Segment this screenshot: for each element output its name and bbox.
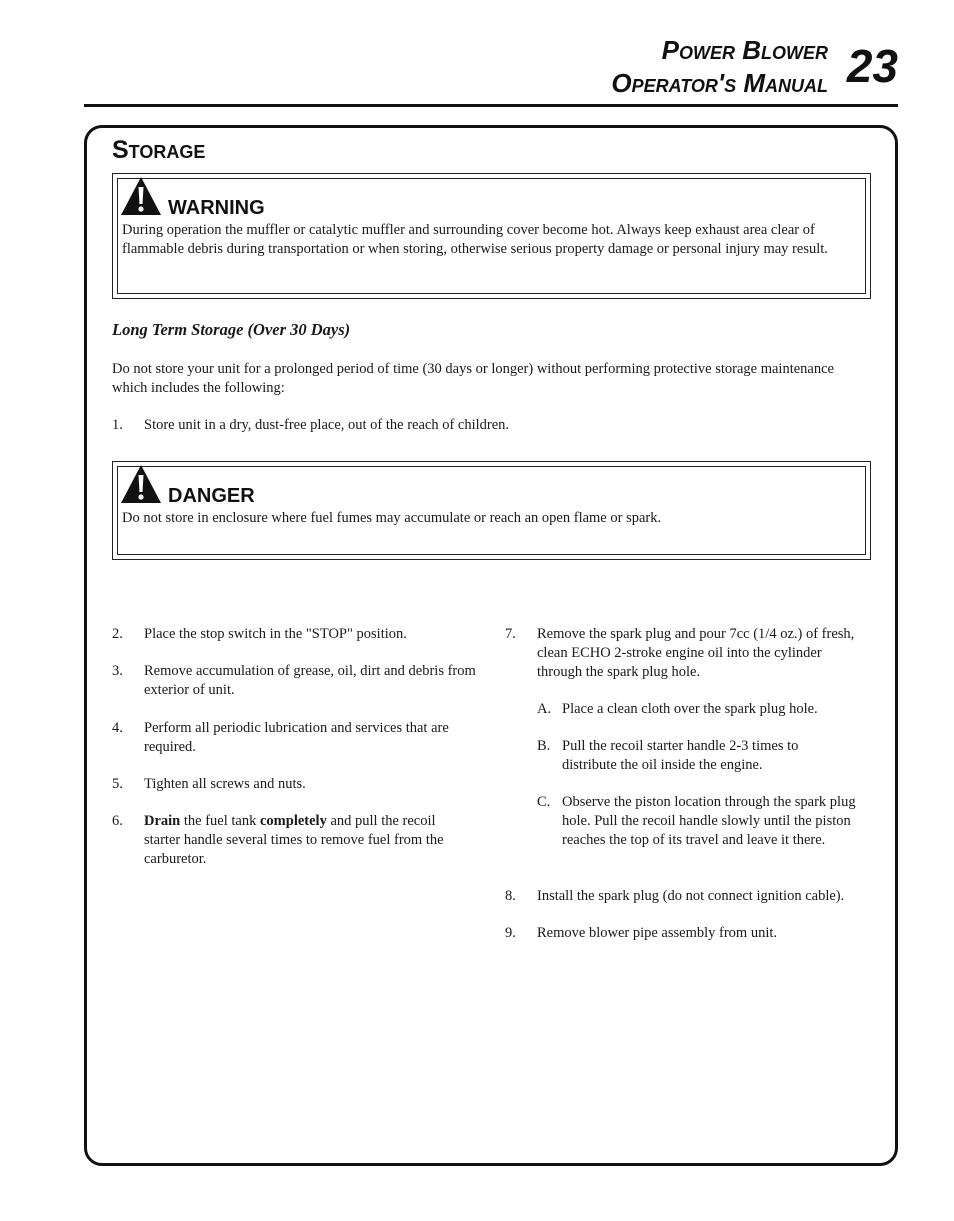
step-number: 3. — [112, 663, 123, 679]
step-text: Store unit in a dry, dust-free place, out of the reach of children. — [144, 417, 510, 433]
substep-text: Pull the recoil starter handle 2-3 times to distribute the oil inside the engine. — [562, 738, 799, 773]
step-text: Tighten all screws and nuts. — [144, 776, 306, 792]
substep-letter: B. — [537, 738, 551, 754]
warning-triangle-icon — [120, 176, 162, 216]
step-text — [144, 812, 474, 869]
header-divider — [84, 104, 898, 107]
section-title: Storage — [112, 136, 206, 164]
warning-heading: WARNING — [168, 197, 265, 219]
substep-letter: A. — [537, 701, 552, 717]
step-text: Place the stop switch in the "STOP" position. — [144, 626, 407, 642]
warning-text: During operation the muffler or catalytic muffler and surrounding cover become hot. Always keep exhaust area clear of flammable debris during transportation or when storing, otherwise serious property damage or personal injury may result. — [122, 222, 828, 257]
step-number: 2. — [112, 626, 123, 642]
warning-triangle-icon — [120, 464, 162, 504]
danger-text: Do not store in enclosure where fuel fumes may accumulate or reach an open flame or spark. — [122, 510, 662, 526]
step-text: Remove the spark plug and pour 7cc (1/4 oz.) of fresh, clean ECHO 2-stroke engine oil into the cylinder through the spark plug hole. — [537, 626, 855, 680]
warning-box — [112, 173, 871, 299]
step-text-part: the fuel tank — [180, 813, 260, 829]
substep-letter: C. — [537, 794, 551, 810]
manual-title-line2: Operator's Manual — [611, 68, 828, 98]
long-term-storage-heading: Long Term Storage (Over 30 Days) — [112, 320, 351, 339]
step-text: Install the spark plug (do not connect ignition cable). — [537, 888, 845, 904]
step-number: 1. — [112, 417, 123, 433]
step-number: 8. — [505, 888, 516, 904]
danger-box — [112, 461, 871, 560]
step-text-part: and pull the recoil starter handle several times to remove fuel from the carburetor. — [144, 813, 444, 867]
step-text: Remove blower pipe assembly from unit. — [537, 925, 778, 941]
step-text: Remove accumulation of grease, oil, dirt and debris from exterior of unit. — [144, 663, 476, 698]
substep-text: Observe the piston location through the spark plug hole. Pull the recoil handle slowly until the piston reaches the top of its travel and leave it there. — [562, 794, 856, 848]
step-bold-completely: completely — [259, 813, 327, 829]
danger-heading: DANGER — [168, 485, 255, 507]
long-term-storage-intro: Do not store your unit for a prolonged period of time (30 days or longer) without performing protective storage maintenance which includes the following: — [112, 361, 834, 396]
step-bold-drain: Drain — [144, 813, 181, 829]
step-number: 5. — [112, 776, 123, 792]
step-number: 4. — [112, 720, 123, 736]
page-number: 23 — [846, 40, 898, 92]
substep-text: Place a clean cloth over the spark plug hole. — [562, 701, 818, 717]
step-text: Perform all periodic lubrication and services that are required. — [144, 720, 449, 755]
step-number: 9. — [505, 925, 516, 941]
step-number: 7. — [505, 626, 516, 642]
manual-title — [328, 34, 828, 100]
manual-title-line1: Power Blower — [661, 35, 828, 65]
step-number: 6. — [112, 813, 123, 829]
